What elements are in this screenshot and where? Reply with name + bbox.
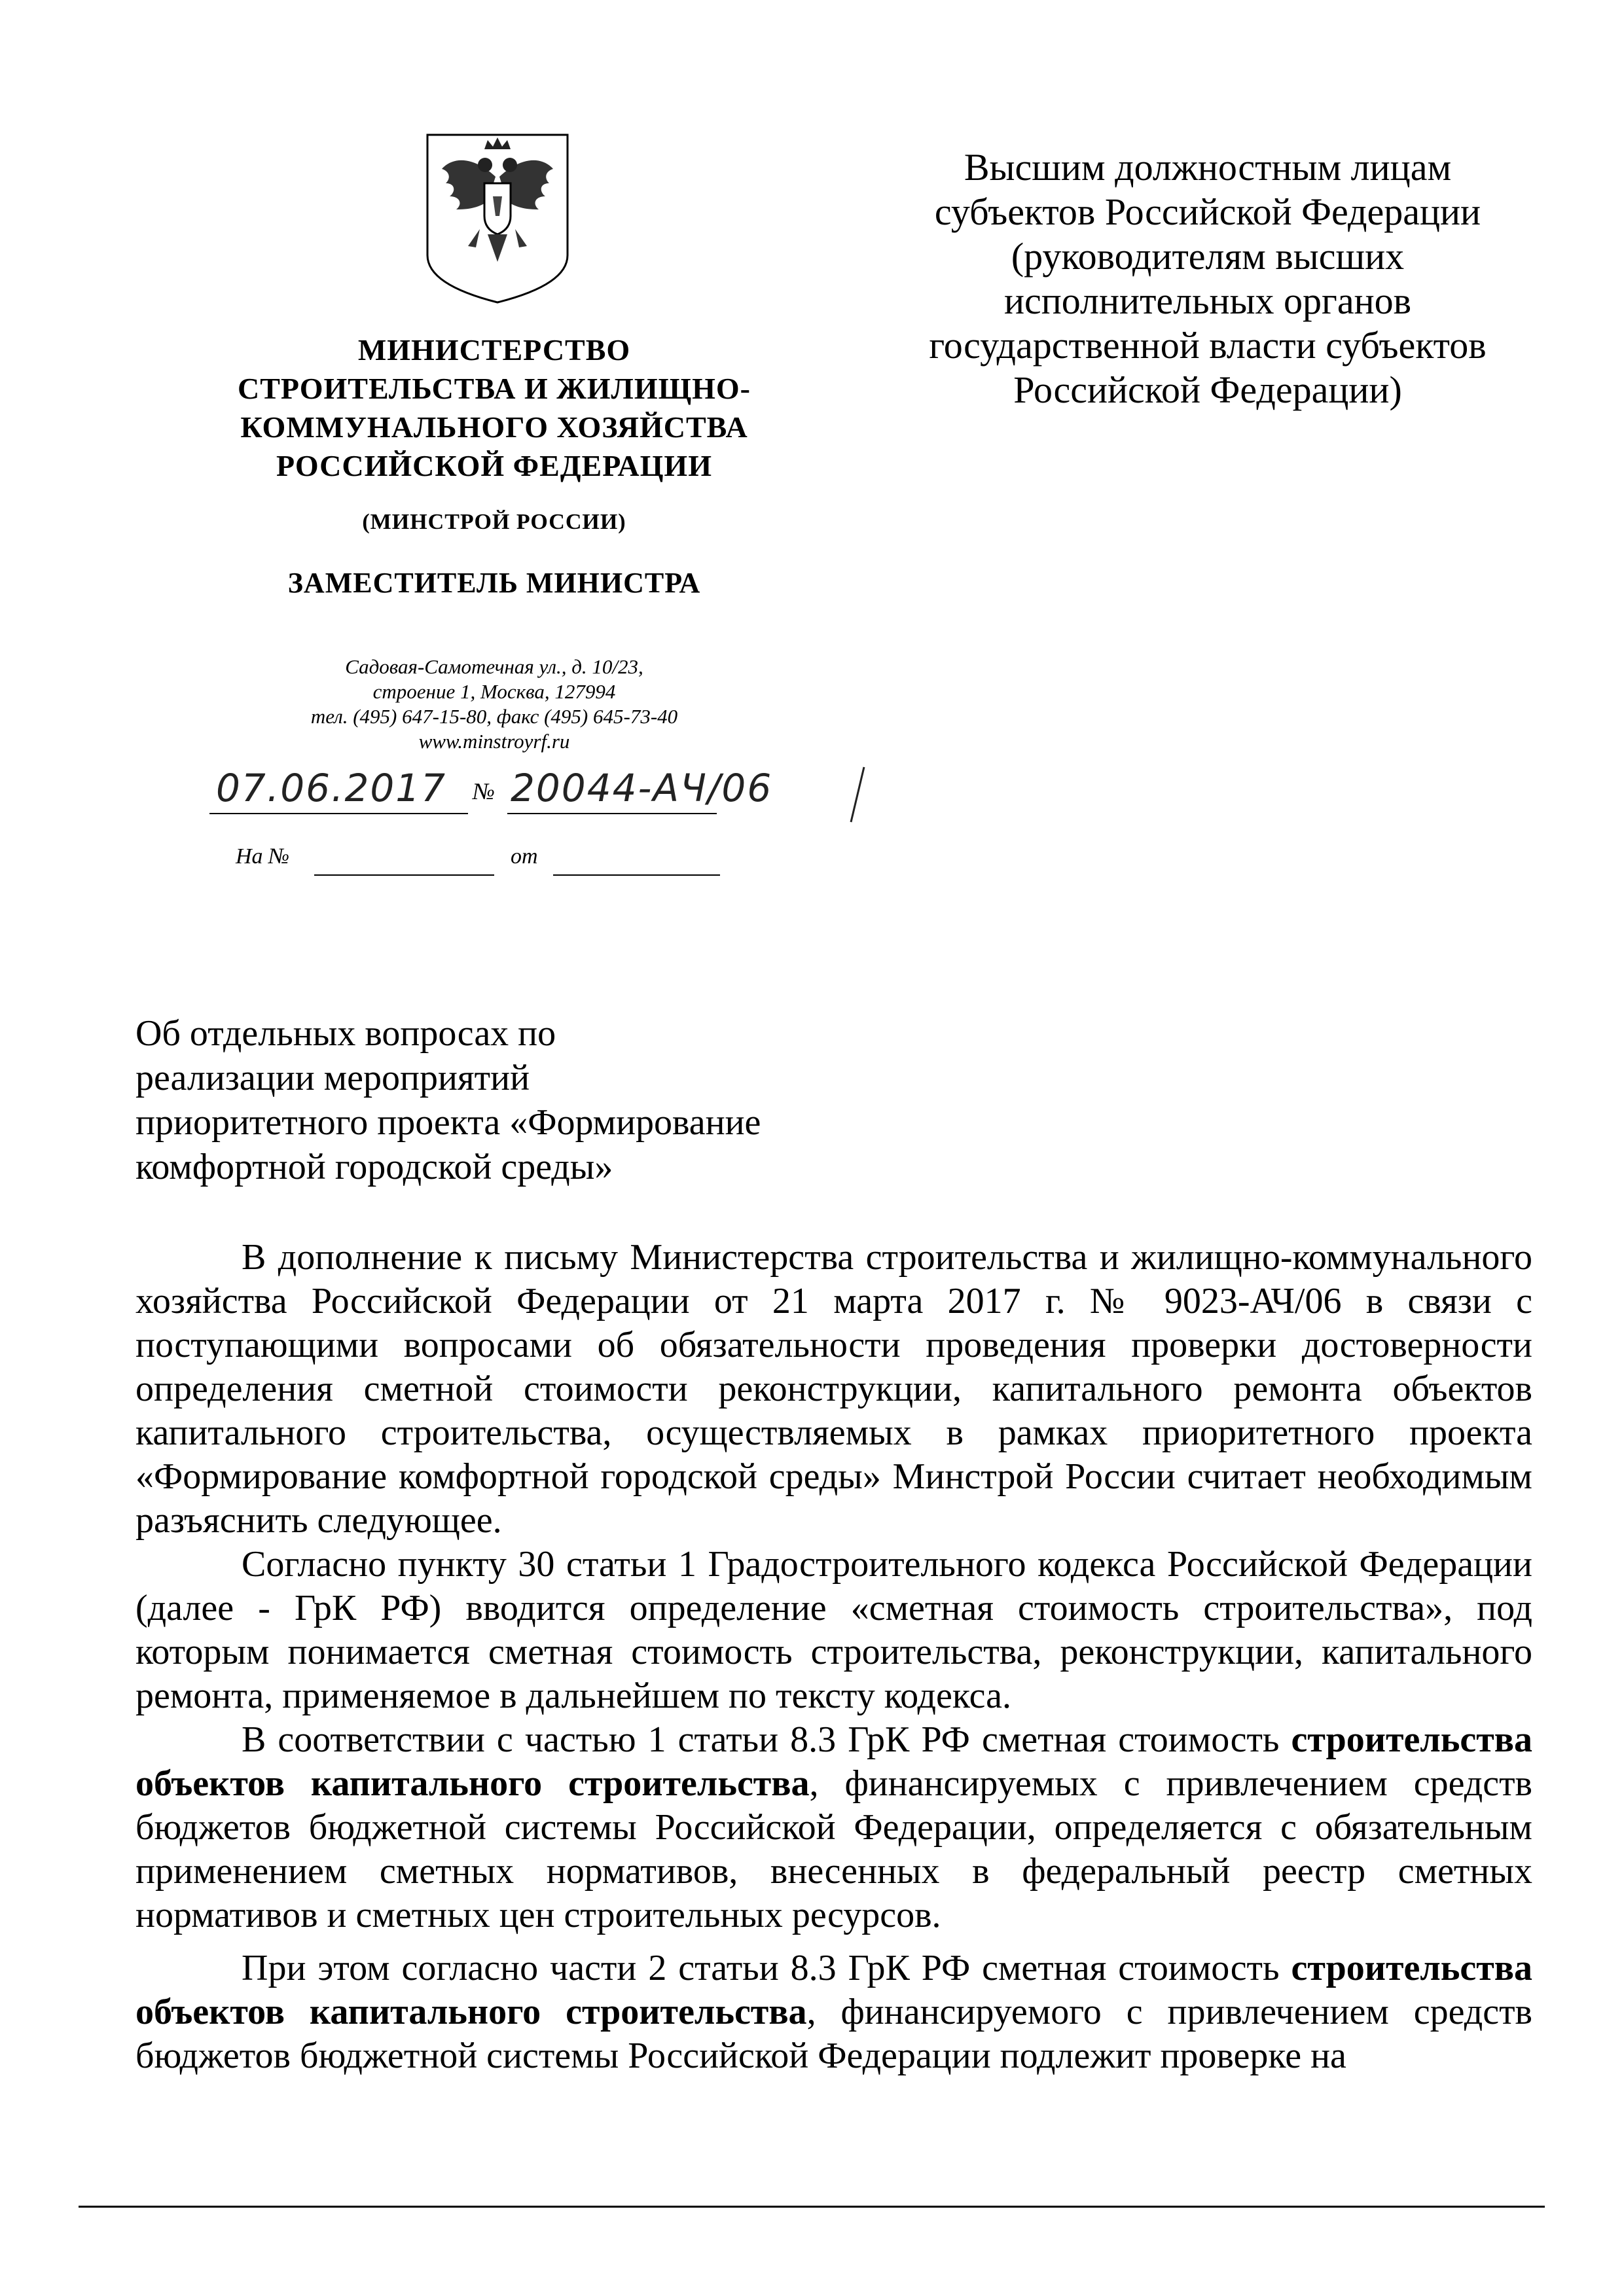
handwritten-slash-stroke (209, 766, 956, 825)
recipient-line: субъектов Российской Федерации (934, 190, 1481, 233)
subject-line: реализации мероприятий (135, 1058, 530, 1098)
sender-address (196, 655, 792, 754)
sender-position: ЗАМЕСТИТЕЛЬ МИНИСТРА (287, 567, 701, 599)
registration-date: 07.06.2017 (216, 766, 447, 810)
ministry-header (196, 331, 792, 600)
address-website: www.minstroyrf.ru (418, 730, 570, 753)
subject-line: приоритетного проекта «Формирование (135, 1102, 761, 1143)
address-line: тел. (495) 647-15-80, факс (495) 645-73-40 (310, 705, 678, 728)
registration-line (209, 766, 956, 825)
ministry-name-line-2: СТРОИТЕЛЬСТВА И ЖИЛИЩНО- (238, 372, 751, 405)
body-paragraph-2: Согласно пункту 30 статьи 1 Градостроительного кодекса Российской Федерации (далее - ГрК РФ) вводится определение «сметная стоимость строительства», под которым понимается сметная стоимость строительства, реконструкции, капитального ремонта, применяемое в дальнейшем по тексту кодекса. (135, 1544, 1532, 1716)
recipient-block (903, 145, 1512, 412)
ministry-name-line-3: КОММУНАЛЬНОГО ХОЗЯЙСТВА (240, 410, 748, 444)
coat-of-arms-emblem (422, 131, 573, 308)
recipient-line: государственной власти субъектов (929, 324, 1487, 367)
ministry-abbreviation: (МИНСТРОЙ РОССИИ) (362, 510, 626, 534)
registration-number: 20044-АЧ/06 (511, 766, 773, 810)
letter-subject (135, 1011, 856, 1189)
recipient-line: (руководителям высших (1011, 235, 1405, 278)
footer-rule (79, 2206, 1545, 2208)
subject-line: комфортной городской среды» (135, 1147, 613, 1187)
subject-line: Об отдельных вопросах по (135, 1013, 556, 1054)
reply-date-label: от (511, 844, 538, 869)
reply-reference (236, 844, 772, 884)
registration-number-label: № (473, 778, 495, 804)
address-line: строение 1, Москва, 127994 (372, 680, 616, 703)
recipient-line: исполнительных органов (1003, 279, 1412, 322)
body-paragraph-3: В соответствии с частью 1 статьи 8.3 ГрК РФ сметная стоимость строительства объектов капитального строительства, финансируемых с привлечением средств бюджетов бюджетной системы Российской Федерации, определяется с обязательным применением сметных нормативов, внесенных в федеральный реестр сметных нормативов и сметных цен строительных ресурсов. (135, 1719, 1532, 1935)
recipient-line: Российской Федерации) (1013, 368, 1402, 411)
address-line: Садовая-Самотечная ул., д. 10/23, (345, 655, 643, 678)
reply-number-label: На № (236, 844, 290, 869)
ministry-name-line-4: РОССИЙСКОЙ ФЕДЕРАЦИИ (276, 449, 712, 482)
letter-body (135, 1236, 1532, 2078)
body-paragraph-4: При этом согласно части 2 статьи 8.3 ГрК РФ сметная стоимость строительства объектов капитального строительства, финансируемого с привлечением средств бюджетов бюджетной системы Российской Федерации подлежит проверке на (135, 1948, 1532, 2076)
ministry-name-line-1: МИНИСТЕРСТВО (357, 333, 631, 367)
body-paragraph-1: В дополнение к письму Министерства строительства и жилищно-коммунального хозяйства Российской Федерации от 21 марта 2017 г. № 9023-АЧ/06 в связи с поступающими вопросами об обязательности проведения проверки достоверности определения сметной стоимости реконструкции, капитального ремонта объектов капитального строительства, осуществляемых в рамках приоритетного проекта «Формирование комфортной городской среды» Минстрой России считает необходимым разъяснить следующее. (135, 1237, 1532, 1541)
recipient-line: Высшим должностным лицам (964, 146, 1452, 188)
